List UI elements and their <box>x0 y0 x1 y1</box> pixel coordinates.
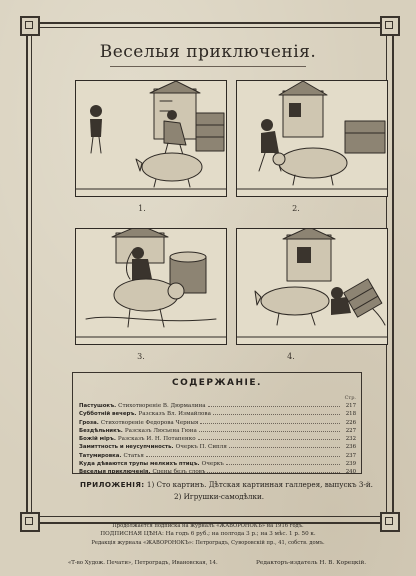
frame-corner-ornament <box>20 16 40 36</box>
frame-corner-ornament <box>380 512 400 532</box>
list-item: Пастушокъ. Стихотвореніе В. Дюрмалина 217 <box>79 403 356 409</box>
page-column-label: Стр. <box>344 395 356 401</box>
illustration-panel-1 <box>75 80 227 197</box>
list-item: Гроза. Стихотвореніе Федорова Черныя 226 <box>79 419 356 426</box>
appendix-item-2: 2) Игрушки-самодѣлки. <box>174 492 265 501</box>
list-item: Божій міръ. Разсказъ И. Н. Потапенко 232 <box>79 436 356 443</box>
editorial-address: Редакція журнала «ЖАВОРОНОКЪ»: Петроградъ, Суворовскій пр., 41, собств. домъ. <box>91 540 325 546</box>
illustration-panel-2 <box>236 80 388 197</box>
printer-imprint: «Т-во Худож. Печати», Петроградъ, Ивановская, 14. <box>68 560 218 566</box>
appendix-item-1: 1) Сто картинъ. Дѣтская картинная галлерея, выпускъ 3-й. <box>146 480 373 489</box>
subscription-price: ПОДПИСНАЯ ЦѢНА: На годъ 6 руб.; на полгода 3 р.; на 3 мѣс. 1 р. 50 к. <box>100 531 316 537</box>
illustration-panel-4 <box>236 228 388 345</box>
list-item: Замиттность и неусупчиность. Очеркъ П. Сипля 236 <box>79 444 356 451</box>
panel-caption: 3. <box>137 352 145 361</box>
page-title: Веселыя приключенія. <box>99 42 317 62</box>
contents-heading: СОДЕРЖАНІЕ. <box>172 378 262 388</box>
title-underline <box>110 66 306 67</box>
contents-list <box>79 401 356 476</box>
editor-publisher: Редакторъ-издатель Н. В. Корецкій. <box>256 560 367 566</box>
frame-corner-ornament <box>20 512 40 532</box>
panel-caption: 4. <box>287 352 295 361</box>
subscription-notice: Продолжается подписка на журналъ «ЖАВОРОНОКЪ» на 1916 годъ. <box>112 523 304 529</box>
list-item: Бездѣльникъ. Разсказъ Люсьена Гюна 227 <box>79 427 356 434</box>
list-item: Веселыя приключенія. Сцены безъ словъ 240 <box>79 469 356 476</box>
list-item: Татумировка. Статья 237 <box>79 452 356 459</box>
appendix-label: ПРИЛОЖЕНІЯ: <box>80 480 145 489</box>
list-item: Субботній вечеръ. Разсказъ Вл. Измайлова 218 <box>79 411 356 418</box>
frame-corner-ornament <box>380 16 400 36</box>
panel-caption: 1. <box>138 204 146 213</box>
list-item: Куда дѣваются трупы мелкихъ птицъ. Очеркъ 239 <box>79 461 356 468</box>
appendix-line-1 <box>80 480 373 489</box>
illustration-panel-3 <box>75 228 227 345</box>
table-of-contents <box>72 372 362 474</box>
panel-caption: 2. <box>292 204 300 213</box>
